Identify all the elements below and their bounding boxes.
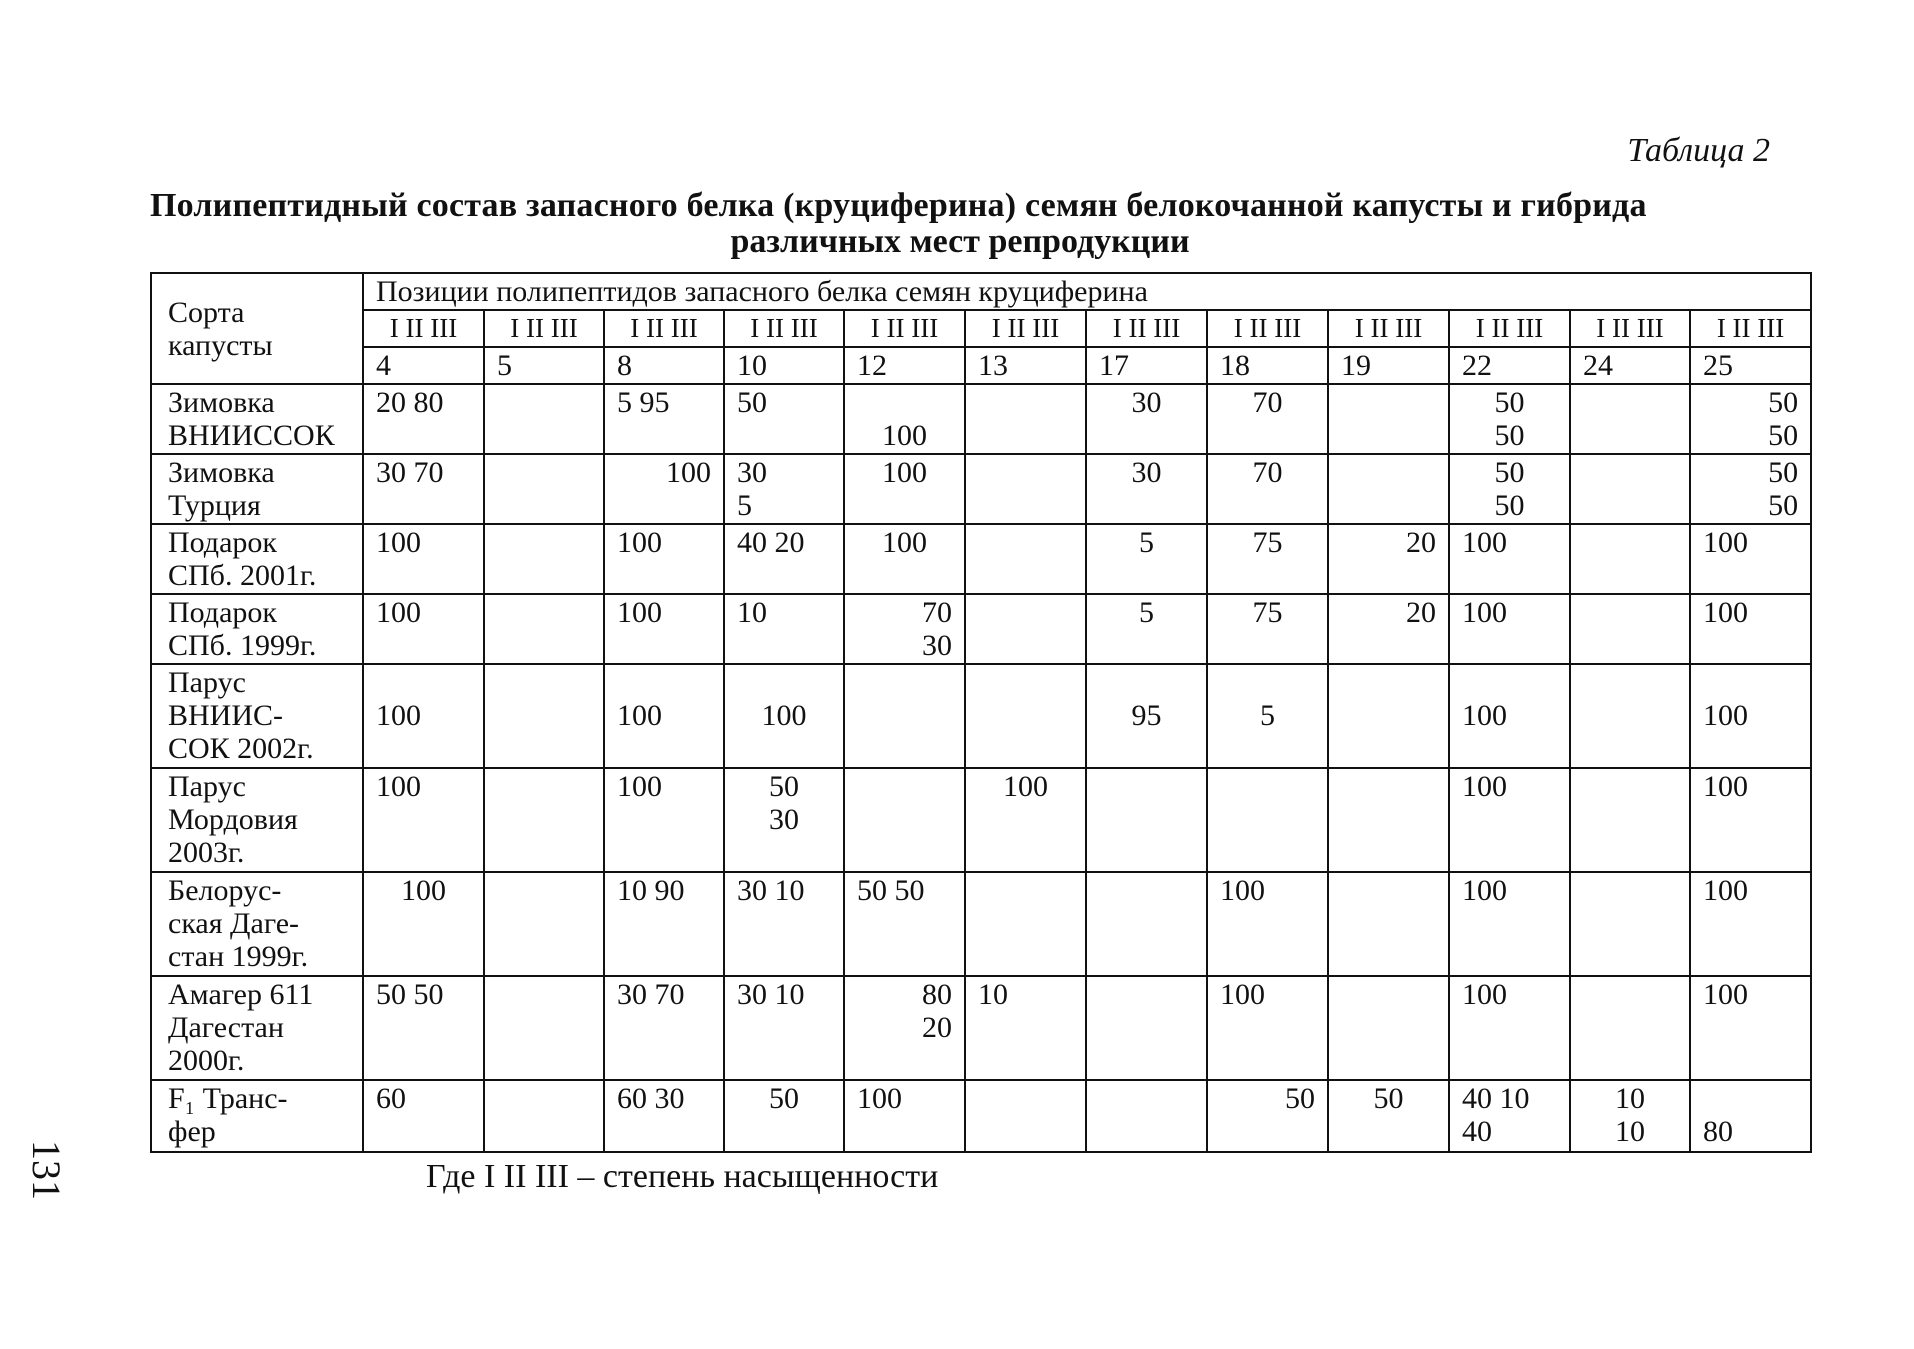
value-cell bbox=[965, 454, 1086, 524]
value-cell bbox=[1086, 768, 1207, 872]
value-cell bbox=[965, 524, 1086, 594]
table-row bbox=[151, 872, 1811, 976]
value-cell bbox=[844, 768, 965, 872]
variety-name-cell: F₁ Транс- фер bbox=[151, 1080, 363, 1152]
value-cell bbox=[1086, 872, 1207, 976]
value-cell bbox=[965, 594, 1086, 664]
value-cell bbox=[1570, 768, 1690, 872]
value-cell: 20 80 bbox=[363, 384, 484, 454]
value-cell: 70 bbox=[1207, 384, 1328, 454]
value-cell bbox=[1207, 768, 1328, 872]
value-cell: 50 30 bbox=[724, 768, 844, 872]
value-cell: 100 bbox=[604, 664, 724, 768]
value-cell bbox=[484, 872, 604, 976]
value-cell: 100 bbox=[1449, 976, 1570, 1080]
value-cell bbox=[1086, 976, 1207, 1080]
value-cell bbox=[1570, 454, 1690, 524]
value-cell: 30 10 bbox=[724, 976, 844, 1080]
table-row bbox=[151, 664, 1811, 768]
header-position-cell: 8 bbox=[604, 347, 724, 384]
value-cell: 80 20 bbox=[844, 976, 965, 1080]
header-degree-cell: I II III bbox=[1449, 310, 1570, 347]
value-cell: 70 30 bbox=[844, 594, 965, 664]
value-cell: 10 bbox=[724, 594, 844, 664]
value-cell bbox=[484, 1080, 604, 1152]
value-cell: 100 bbox=[724, 664, 844, 768]
table-title bbox=[150, 188, 1770, 260]
value-cell: 100 bbox=[1690, 768, 1811, 872]
page-number: 131 bbox=[24, 1140, 69, 1200]
value-cell: 100 bbox=[1690, 524, 1811, 594]
variety-name-cell: Подарок СПб. 1999г. bbox=[151, 594, 363, 664]
value-cell: 10 bbox=[965, 976, 1086, 1080]
value-cell bbox=[1328, 872, 1449, 976]
value-cell bbox=[965, 872, 1086, 976]
value-cell: 100 bbox=[1690, 664, 1811, 768]
value-cell: 50 bbox=[724, 384, 844, 454]
value-cell: 50 50 bbox=[1449, 384, 1570, 454]
header-degree-cell: I II III bbox=[484, 310, 604, 347]
table-row bbox=[151, 524, 1811, 594]
value-cell bbox=[484, 594, 604, 664]
value-cell bbox=[484, 664, 604, 768]
value-cell: 30 70 bbox=[604, 976, 724, 1080]
header-degree-cell: I II III bbox=[965, 310, 1086, 347]
value-cell: 95 bbox=[1086, 664, 1207, 768]
variety-name-cell: Подарок СПб. 2001г. bbox=[151, 524, 363, 594]
value-cell bbox=[1570, 664, 1690, 768]
value-cell: 5 bbox=[1086, 524, 1207, 594]
value-cell: 50 bbox=[1328, 1080, 1449, 1152]
value-cell bbox=[1570, 872, 1690, 976]
header-position-cell: 12 bbox=[844, 347, 965, 384]
value-cell bbox=[1086, 1080, 1207, 1152]
value-cell: 50 50 bbox=[1690, 454, 1811, 524]
value-cell: 100 bbox=[844, 454, 965, 524]
value-cell bbox=[484, 524, 604, 594]
value-cell: 100 bbox=[604, 454, 724, 524]
header-positions-title: Позиции полипептидов запасного белка семян круциферина bbox=[363, 273, 1811, 310]
header-row-title bbox=[151, 273, 1811, 310]
value-cell: 50 50 bbox=[1690, 384, 1811, 454]
variety-name-cell: Парус Мордовия 2003г. bbox=[151, 768, 363, 872]
title-line-2: различных мест репродукции bbox=[730, 223, 1190, 260]
value-cell bbox=[1328, 384, 1449, 454]
header-position-cell: 19 bbox=[1328, 347, 1449, 384]
table-label: Таблица 2 bbox=[1627, 132, 1770, 169]
header-degree-cell: I II III bbox=[844, 310, 965, 347]
value-cell bbox=[844, 664, 965, 768]
header-degree-cell: I II III bbox=[604, 310, 724, 347]
value-cell: 100 bbox=[604, 524, 724, 594]
table-row bbox=[151, 594, 1811, 664]
value-cell bbox=[484, 454, 604, 524]
header-position-cell: 13 bbox=[965, 347, 1086, 384]
value-cell bbox=[1570, 594, 1690, 664]
variety-name-cell: Зимовка ВНИИССОК bbox=[151, 384, 363, 454]
value-cell: 40 20 bbox=[724, 524, 844, 594]
value-cell: 100 bbox=[1449, 872, 1570, 976]
value-cell: 100 bbox=[363, 768, 484, 872]
header-degree-cell: I II III bbox=[1570, 310, 1690, 347]
value-cell: 30 bbox=[1086, 384, 1207, 454]
value-cell: 100 bbox=[604, 768, 724, 872]
table-row bbox=[151, 768, 1811, 872]
header-position-cell: 5 bbox=[484, 347, 604, 384]
value-cell: 30 10 bbox=[724, 872, 844, 976]
value-cell bbox=[965, 1080, 1086, 1152]
table-row bbox=[151, 454, 1811, 524]
header-position-cell: 4 bbox=[363, 347, 484, 384]
value-cell: 100 bbox=[1449, 524, 1570, 594]
value-cell: 60 30 bbox=[604, 1080, 724, 1152]
value-cell: 30 70 bbox=[363, 454, 484, 524]
header-position-cell: 24 bbox=[1570, 347, 1690, 384]
value-cell: 100 bbox=[844, 384, 965, 454]
value-cell: 30 bbox=[1086, 454, 1207, 524]
value-cell: 50 50 bbox=[363, 976, 484, 1080]
header-row-degree bbox=[151, 310, 1811, 347]
value-cell bbox=[1328, 664, 1449, 768]
value-cell: 5 95 bbox=[604, 384, 724, 454]
table-row bbox=[151, 384, 1811, 454]
value-cell: 100 bbox=[1690, 976, 1811, 1080]
value-cell: 100 bbox=[363, 524, 484, 594]
header-degree-cell: I II III bbox=[1086, 310, 1207, 347]
value-cell bbox=[1570, 976, 1690, 1080]
header-position-cell: 22 bbox=[1449, 347, 1570, 384]
value-cell: 40 10 40 bbox=[1449, 1080, 1570, 1152]
header-row-positions bbox=[151, 347, 1811, 384]
value-cell: 100 bbox=[1449, 594, 1570, 664]
footnote: Где I II III – степень насыщенности bbox=[426, 1158, 939, 1195]
value-cell: 100 bbox=[363, 872, 484, 976]
value-cell: 5 bbox=[1207, 664, 1328, 768]
value-cell bbox=[484, 976, 604, 1080]
value-cell: 75 bbox=[1207, 594, 1328, 664]
value-cell bbox=[1328, 768, 1449, 872]
value-cell: 60 bbox=[363, 1080, 484, 1152]
value-cell: 100 bbox=[604, 594, 724, 664]
table-row bbox=[151, 1080, 1811, 1152]
header-corner: Сорта капусты bbox=[151, 273, 363, 384]
value-cell: 10 90 bbox=[604, 872, 724, 976]
value-cell bbox=[965, 384, 1086, 454]
value-cell: 80 bbox=[1690, 1080, 1811, 1152]
value-cell bbox=[484, 768, 604, 872]
value-cell: 5 bbox=[1086, 594, 1207, 664]
value-cell: 50 50 bbox=[1449, 454, 1570, 524]
value-cell: 50 bbox=[1207, 1080, 1328, 1152]
header-position-cell: 25 bbox=[1690, 347, 1811, 384]
value-cell: 100 bbox=[965, 768, 1086, 872]
value-cell bbox=[484, 384, 604, 454]
value-cell: 100 bbox=[1207, 976, 1328, 1080]
value-cell: 100 bbox=[1207, 872, 1328, 976]
variety-name-cell: Зимовка Турция bbox=[151, 454, 363, 524]
value-cell: 100 bbox=[363, 664, 484, 768]
value-cell: 100 bbox=[1449, 664, 1570, 768]
value-cell bbox=[1328, 976, 1449, 1080]
variety-name-cell: Парус ВНИИС- СОК 2002г. bbox=[151, 664, 363, 768]
header-degree-cell: I II III bbox=[363, 310, 484, 347]
header-position-cell: 17 bbox=[1086, 347, 1207, 384]
value-cell: 70 bbox=[1207, 454, 1328, 524]
value-cell: 100 bbox=[1449, 768, 1570, 872]
value-cell: 30 5 bbox=[724, 454, 844, 524]
value-cell bbox=[1570, 384, 1690, 454]
value-cell: 50 50 bbox=[844, 872, 965, 976]
value-cell: 75 bbox=[1207, 524, 1328, 594]
header-degree-cell: I II III bbox=[1207, 310, 1328, 347]
header-position-cell: 10 bbox=[724, 347, 844, 384]
value-cell: 10 10 bbox=[1570, 1080, 1690, 1152]
value-cell: 20 bbox=[1328, 524, 1449, 594]
header-degree-cell: I II III bbox=[724, 310, 844, 347]
value-cell bbox=[1328, 454, 1449, 524]
polypeptide-table bbox=[150, 272, 1812, 1153]
title-line-1: Полипептидный состав запасного белка (круциферина) семян белокочанной капусты и гибрида bbox=[150, 187, 1647, 224]
value-cell: 100 bbox=[1690, 594, 1811, 664]
header-degree-cell: I II III bbox=[1690, 310, 1811, 347]
value-cell: 100 bbox=[363, 594, 484, 664]
table-row bbox=[151, 976, 1811, 1080]
header-position-cell: 18 bbox=[1207, 347, 1328, 384]
variety-name-cell: Амагер 611 Дагестан 2000г. bbox=[151, 976, 363, 1080]
value-cell bbox=[965, 664, 1086, 768]
value-cell bbox=[1570, 524, 1690, 594]
value-cell: 100 bbox=[844, 1080, 965, 1152]
variety-name-cell: Белорус- ская Даге- стан 1999г. bbox=[151, 872, 363, 976]
value-cell: 20 bbox=[1328, 594, 1449, 664]
value-cell: 100 bbox=[844, 524, 965, 594]
value-cell: 100 bbox=[1690, 872, 1811, 976]
header-degree-cell: I II III bbox=[1328, 310, 1449, 347]
value-cell: 50 bbox=[724, 1080, 844, 1152]
